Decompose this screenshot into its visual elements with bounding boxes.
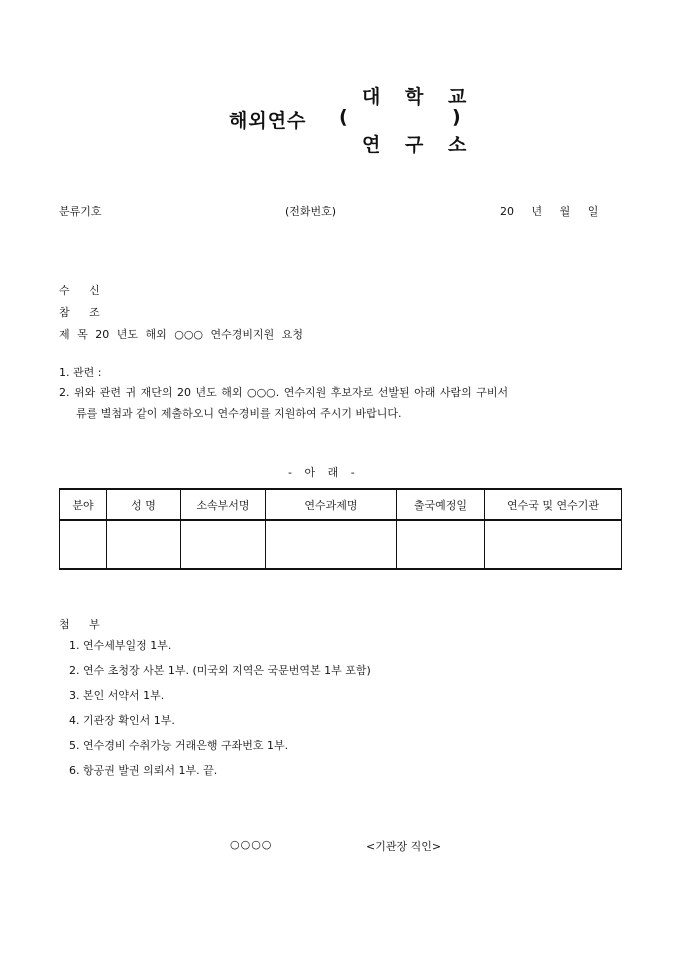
table-row (60, 520, 622, 569)
col-department: 소속부서명 (181, 489, 266, 520)
col-name: 성 명 (107, 489, 181, 520)
col-training-topic: 연수과제명 (266, 489, 397, 520)
col-country-institution: 연수국 및 연수기관 (485, 489, 622, 520)
title-paren-close: ) (452, 106, 461, 128)
title-paren-open: ( (339, 106, 348, 128)
col-field: 분야 (60, 489, 107, 520)
title-program: 해외연수 (229, 110, 307, 132)
document-date: 20 년 월 일 (500, 205, 599, 218)
applicant-table (59, 488, 622, 570)
organization-name: ○○○○ (230, 838, 273, 851)
body-item-2-line-2: 류를 별첨과 같이 제출하오니 연수경비를 지원하여 주시기 바랍니다. (76, 407, 402, 420)
title-university: 대 학 교 (362, 86, 476, 108)
reference: 참 조 (59, 306, 100, 319)
title-institute: 연 구 소 (362, 134, 476, 156)
list-item: 2. 연수 초청장 사본 1부. (미국외 지역은 국문번역본 1부 포함) (69, 664, 371, 677)
attachments-list (69, 637, 371, 787)
list-item: 3. 본인 서약서 1부. (69, 689, 165, 702)
list-item: 1. 연수세부일정 1부. (69, 639, 172, 652)
table-cell (397, 520, 485, 569)
classification-code: 분류기호 (59, 205, 102, 218)
table-cell (60, 520, 107, 569)
table-cell (107, 520, 181, 569)
body-item-1: 1. 관련 : (59, 366, 102, 379)
subject: 제 목 20 년도 해외 ○○○ 연수경비지원 요청 (59, 328, 304, 341)
table-cell (485, 520, 622, 569)
below-heading: - 아 래 - (288, 466, 355, 479)
table-cell (266, 520, 397, 569)
recipient: 수 신 (59, 284, 100, 297)
table-header-row (60, 489, 622, 520)
list-item: 5. 연수경비 수취가능 거래은행 구좌번호 1부. (69, 739, 289, 752)
list-item: 6. 항공권 발권 의뢰서 1부. 끝. (69, 764, 218, 777)
phone-number: (전화번호) (285, 205, 337, 218)
col-departure-date: 출국예정일 (397, 489, 485, 520)
list-item: 4. 기관장 확인서 1부. (69, 714, 175, 727)
table-cell (181, 520, 266, 569)
official-seal: <기관장 직인> (366, 840, 442, 853)
attachments-title: 첨 부 (59, 618, 100, 631)
body-item-2-line-1: 2. 위와 관련 귀 재단의 20 년도 해외 ○○○. 연수지원 후보자로 선발된 아래 사람의 구비서 (59, 386, 509, 399)
